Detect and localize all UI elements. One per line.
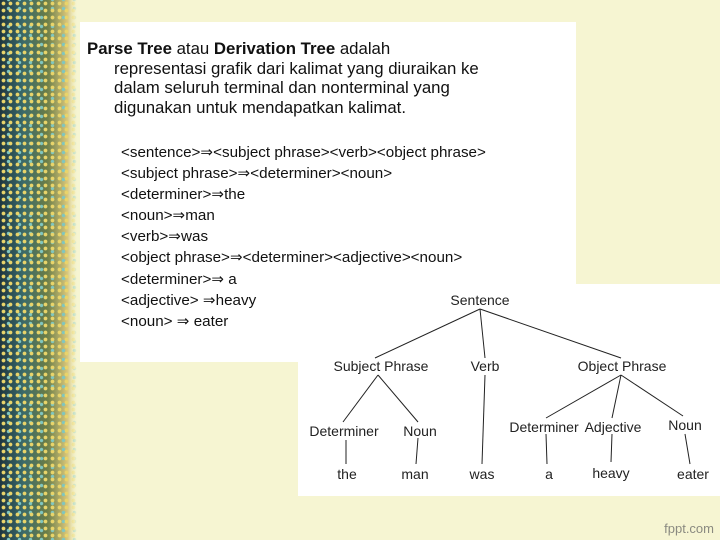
derives-arrow-icon: ⇒ bbox=[172, 207, 186, 225]
grammar-rule bbox=[121, 205, 486, 226]
tree-edge bbox=[343, 375, 378, 422]
tree-edge bbox=[546, 434, 547, 464]
rule-rhs: eater bbox=[189, 312, 229, 330]
rule-lhs: <verb> bbox=[121, 228, 169, 246]
definition-line-4: digunakan untuk mendapatkan kalimat. bbox=[114, 97, 407, 117]
tree-edge bbox=[546, 375, 621, 418]
rule-lhs: <determiner> bbox=[121, 186, 212, 204]
term-derivation-tree: Derivation Tree bbox=[213, 39, 336, 58]
tree-node-determiner: Determiner bbox=[509, 419, 579, 435]
term-connector: atau bbox=[171, 39, 214, 58]
tree-edge bbox=[482, 375, 485, 464]
derives-arrow-icon: ⇒ bbox=[168, 228, 182, 246]
parse-tree-diagram bbox=[298, 284, 720, 496]
rule-rhs: the bbox=[224, 186, 246, 204]
tree-edge bbox=[416, 438, 418, 464]
grammar-rule bbox=[121, 142, 486, 163]
tree-leaf-man: man bbox=[401, 466, 429, 482]
tree-edge bbox=[685, 434, 690, 464]
parse-tree-figure bbox=[298, 284, 720, 496]
derives-arrow-icon: ⇒ bbox=[176, 312, 190, 330]
decorative-side-strip bbox=[0, 0, 78, 540]
rule-rhs: heavy bbox=[215, 291, 257, 309]
rule-lhs: <subject phrase> bbox=[121, 165, 238, 183]
derives-arrow-icon: ⇒ bbox=[229, 249, 243, 267]
rule-lhs: <object phrase> bbox=[121, 249, 230, 267]
tree-node-determiner: Determiner bbox=[309, 423, 379, 439]
tree-edge bbox=[611, 434, 612, 462]
definition-line-2: representasi grafik dari kalimat yang diuraikan ke bbox=[114, 58, 479, 78]
grammar-rule bbox=[121, 184, 486, 205]
tree-edge bbox=[612, 375, 621, 418]
tree-leaf-the: the bbox=[337, 466, 357, 482]
derives-arrow-icon: ⇒ bbox=[202, 291, 216, 309]
tree-node-subject-phrase: Subject Phrase bbox=[333, 358, 429, 374]
tree-edge bbox=[375, 309, 480, 358]
rule-rhs: a bbox=[224, 270, 237, 288]
rule-rhs: was bbox=[181, 228, 209, 246]
tree-node-object-phrase: Object Phrase bbox=[577, 358, 667, 374]
tree-edge bbox=[480, 309, 621, 358]
rule-rhs: <determiner><adjective><noun> bbox=[242, 249, 463, 267]
tree-leaf-a: a bbox=[545, 466, 553, 482]
derives-arrow-icon: ⇒ bbox=[211, 270, 225, 288]
definition-line-1 bbox=[87, 39, 567, 59]
tree-node-adjective: Adjective bbox=[584, 419, 642, 435]
tree-node-noun: Noun bbox=[668, 417, 702, 433]
rule-lhs: <determiner> bbox=[121, 270, 212, 288]
tree-node-verb: Verb bbox=[470, 358, 500, 374]
tree-edge bbox=[378, 375, 418, 422]
derives-arrow-icon: ⇒ bbox=[200, 144, 214, 161]
grammar-rule bbox=[121, 226, 486, 247]
definition-line-3: dalam seluruh terminal dan nonterminal yang bbox=[114, 78, 450, 97]
tree-leaf-heavy: heavy bbox=[592, 465, 630, 481]
term-parse-tree: Parse Tree bbox=[87, 39, 172, 58]
rule-rhs: <subject phrase><verb><object phrase> bbox=[213, 144, 486, 161]
rule-lhs: <noun> bbox=[121, 312, 177, 330]
grammar-rule bbox=[121, 247, 486, 268]
derives-arrow-icon: ⇒ bbox=[237, 165, 251, 183]
definition-paragraph bbox=[87, 39, 567, 117]
tree-edge bbox=[621, 375, 683, 416]
rule-rhs: <determiner><noun> bbox=[250, 165, 393, 183]
tree-leaf-was: was bbox=[469, 466, 495, 482]
tree-edge bbox=[480, 309, 485, 358]
rule-lhs: <sentence> bbox=[121, 144, 201, 161]
rule-rhs: man bbox=[185, 207, 215, 225]
tree-node-root: Sentence bbox=[450, 292, 510, 308]
derives-arrow-icon: ⇒ bbox=[211, 186, 225, 204]
grammar-rule bbox=[121, 163, 486, 184]
tree-node-noun: Noun bbox=[403, 423, 437, 439]
rule-lhs: <adjective> bbox=[121, 291, 203, 309]
tree-leaf-eater: eater bbox=[677, 466, 709, 482]
rule-lhs: <noun> bbox=[121, 207, 173, 225]
definition-line-1-rest: adalah bbox=[335, 39, 391, 58]
footer-brand: fppt.com bbox=[664, 521, 714, 536]
